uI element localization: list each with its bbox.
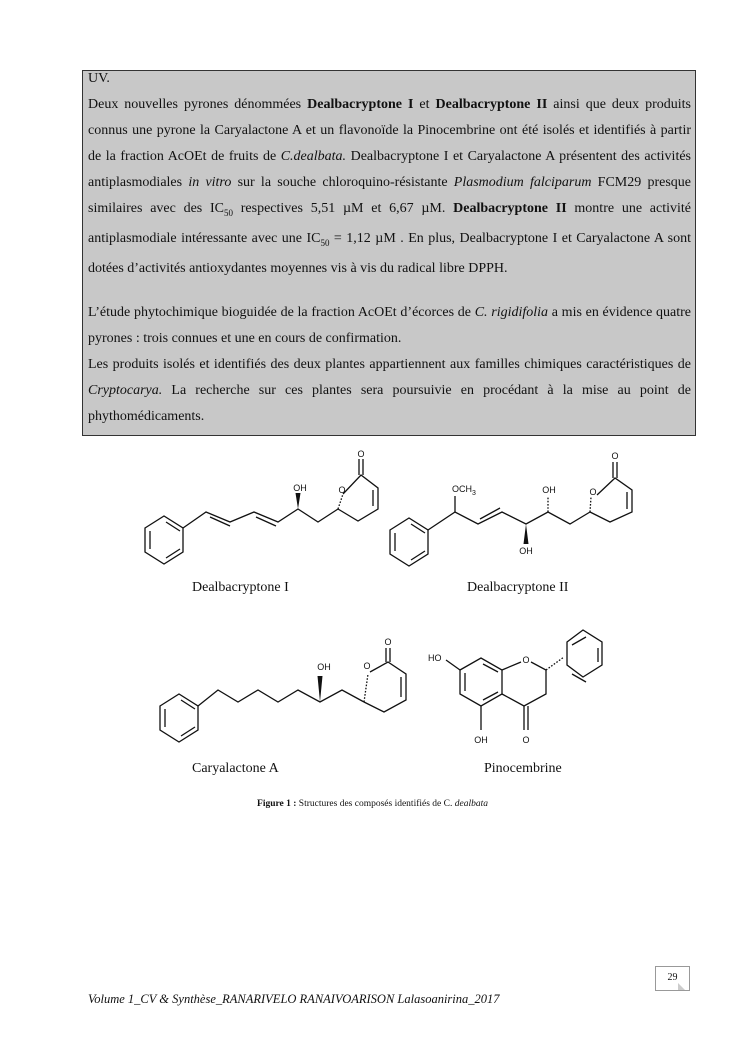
abstract-paragraph-2: L’étude phytochimique bioguidée de la fraction AcOEt d’écorces de C. rigidifolia a mis en évidence quatre pyrones : trois connues et une en cours de confirmation. bbox=[88, 305, 691, 346]
dealbacryptone-i-oh-label: OH bbox=[293, 483, 307, 493]
abstract-paragraph-1: Deux nouvelles pyrones dénommées Dealbacryptone I et Dealbacryptone II ainsi que deux produits connus une pyrone la Caryalactone A et un flavonoïde la Pinocembrine ont été isolés et identifiés à partir de la fraction AcOEt de fruits de C.dealbata. Dealbacryptone I et Caryalactone A présentent des activités antiplasmodiales in vitro sur la souche chloroquino-résistante Plasmodium falciparum FCM29 presque similaires avec des $IC_{50}$ respectives 5,51 µM et 6,67 µM. Dealbacryptone II montre une activité antiplasmodiale intéressante avec une $IC_{50} = 1,12$ µM . En plus, Dealbacryptone I et Caryalactone A sont dotées d’activités antioxydantes moyennes vis à vis du radical libre DPPH. bbox=[88, 97, 692, 276]
pinocembrine-oh-label: OH bbox=[474, 735, 488, 745]
caryalactone-a-oh-label: OH bbox=[317, 662, 331, 672]
pinocembrine-structure bbox=[446, 630, 602, 730]
caryalactone-a-ring-o-label: O bbox=[363, 661, 371, 671]
page-footer: Volume 1_CV & Synthèse_RANARIVELO RANAIVOARISON Lalasoanirina_2017 bbox=[88, 992, 500, 1006]
dealbacryptone-ii-ring-o-label: O bbox=[589, 487, 597, 497]
abstract-paragraph-3: Les produits isolés et identifiés des deux plantes appartiennent aux familles chimiques caractéristiques de Cryptocarya. La recherche sur ces plantes sera poursuivie en procédant à la mise au point de phythomédicaments. bbox=[88, 357, 691, 424]
page-corner-fold bbox=[678, 983, 685, 990]
dealbacryptone-ii-oh-bottom-label: OH bbox=[519, 546, 533, 556]
dealbacryptone-i-structure bbox=[145, 459, 378, 564]
dealbacryptone-ii-structure bbox=[390, 462, 632, 566]
compound-label-pinocembrine: Pinocembrine bbox=[484, 761, 562, 776]
pinocembrine-ring-o-label: O bbox=[522, 655, 530, 665]
dealbacryptone-ii-oh-top-label: OH bbox=[542, 485, 556, 495]
page-number: 29 bbox=[655, 966, 690, 991]
dealbacryptone-i-ring-o-label: O bbox=[338, 485, 346, 495]
pinocembrine-carbonyl-o-label: O bbox=[522, 735, 530, 745]
dealbacryptone-ii-och3-label: $OCH_3$ bbox=[452, 484, 476, 497]
caryalactone-a-carbonyl-o-label: O bbox=[384, 637, 392, 647]
pinocembrine-ho-label: HO bbox=[428, 653, 442, 663]
figure-caption: Figure 1 : Structures des composés identifiés de C. dealbata bbox=[257, 799, 488, 809]
compound-label-caryalactone-a: Caryalactone A bbox=[192, 761, 279, 776]
dealbacryptone-i-carbonyl-o-label: O bbox=[357, 449, 365, 459]
dealbacryptone-ii-carbonyl-o-label: O bbox=[611, 451, 619, 461]
abstract-first-line: UV. bbox=[88, 71, 110, 86]
compound-label-dealbacryptone-ii: Dealbacryptone II bbox=[467, 580, 569, 595]
compound-label-dealbacryptone-i: Dealbacryptone I bbox=[192, 580, 289, 595]
